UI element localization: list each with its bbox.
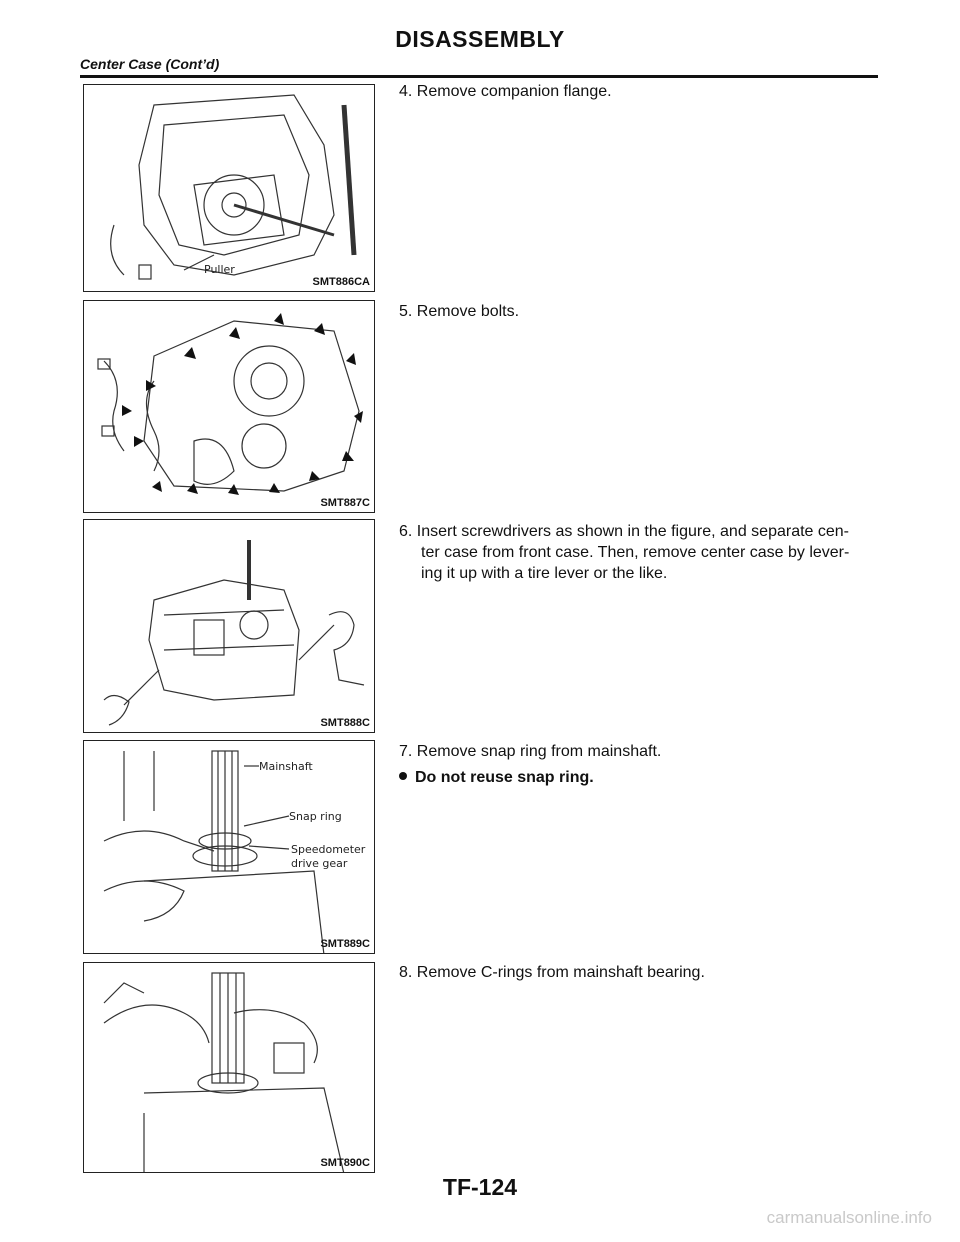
bullet-dot-icon <box>399 772 407 780</box>
figure-separate-center-case <box>83 519 375 733</box>
page-title: DISASSEMBLY <box>395 26 565 52</box>
label-drive-gear: drive gear <box>291 857 348 870</box>
figure-illustration <box>84 963 375 1173</box>
page-number: TF-124 <box>442 1174 518 1200</box>
figure-code: SMT888C <box>320 717 370 729</box>
figure-code: SMT889C <box>320 938 370 950</box>
figure-illustration <box>84 520 375 733</box>
figure-code: SMT886CA <box>312 276 370 288</box>
figure-code: SMT890C <box>320 1157 370 1169</box>
figure-illustration <box>84 301 375 513</box>
label-snap-ring: Snap ring <box>289 810 342 823</box>
header-rule <box>80 75 878 78</box>
figure-remove-snap-ring <box>83 740 375 954</box>
section-subtitle: Center Case (Cont’d) <box>80 56 220 72</box>
figure-illustration <box>84 85 375 292</box>
step-7-text: 7. Remove snap ring from mainshaft. <box>399 743 662 760</box>
step-6-line-2: ter case from front case. Then, remove center case by lever- <box>421 544 850 561</box>
figure-code: SMT887C <box>320 497 370 509</box>
label-mainshaft: Mainshaft <box>259 760 313 773</box>
figure-companion-flange <box>83 84 375 292</box>
step-4-text: 4. Remove companion flange. <box>399 83 612 100</box>
figure-remove-c-rings <box>83 962 375 1173</box>
figure-illustration <box>84 741 375 954</box>
step-7-note <box>399 769 594 787</box>
figure-remove-bolts <box>83 300 375 513</box>
step-6-line-1: 6. Insert screwdrivers as shown in the figure, and separate cen- <box>399 523 849 540</box>
step-5-text: 5. Remove bolts. <box>399 303 520 320</box>
step-6-line-3: ing it up with a tire lever or the like. <box>421 565 668 582</box>
label-puller: Puller <box>204 263 235 276</box>
step-7-note-text: Do not reuse snap ring. <box>415 769 594 786</box>
watermark: carmanualsonline.info <box>766 1208 932 1227</box>
step-6-text <box>399 521 879 584</box>
step-8-text: 8. Remove C-rings from mainshaft bearing. <box>399 964 705 981</box>
label-speedometer: Speedometer <box>291 843 366 856</box>
